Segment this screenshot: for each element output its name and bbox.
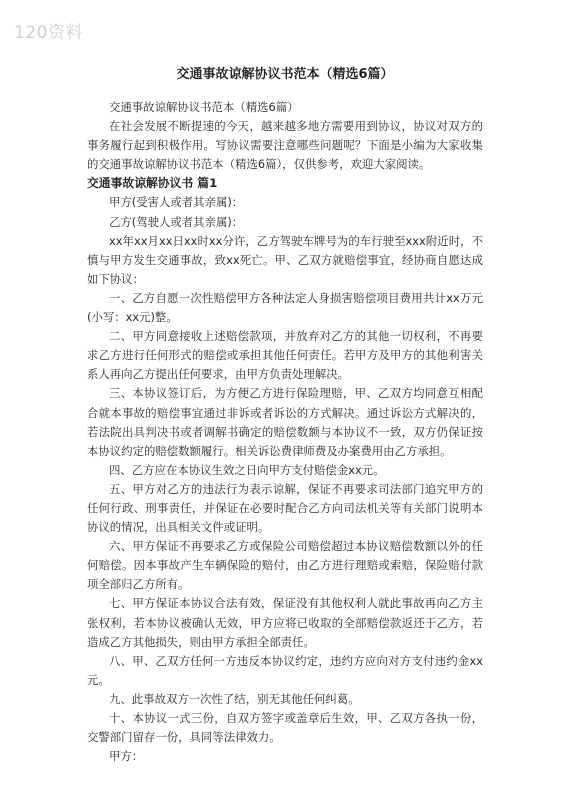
clause-5: 五、甲方对乙方的违法行为表示谅解，保证不再要求司法部门追究甲方的任何行政、刑事责任，并保证在必要时配合乙方向司法机关等有关部门说明本协议的情况，出具相关文件或证明。 — [87, 481, 483, 535]
section-heading: 交通事故谅解协议书 篇1 — [87, 176, 218, 191]
clause-2: 二、甲方同意接收上述赔偿款项，并放弃对乙方的其他一切权利，不再要求乙方进行任何形式的赔偿或承担其他任何责任。若甲方及甲方的其他利害关系人再向乙方提出任何要求，由甲方负责处理解决。 — [87, 329, 483, 382]
signature-party-a: 甲方： — [109, 749, 144, 764]
watermark: 120资料 — [14, 23, 83, 43]
document-title: 交通事故谅解协议书范本（精选6篇） — [176, 67, 394, 82]
clause-6: 六、甲方保证不再要求乙方或保险公司赔偿超过本协议赔偿数额以外的任何赔偿。因本事故产生车辆保险的赔付，由乙方进行理赔或索赔，保险赔付款项全部归乙方所有。 — [87, 539, 483, 592]
document-body — [87, 66, 483, 766]
clause-7: 七、甲方保证本协议合法有效，保证没有其他权利人就此事故再向乙方主张权利，若本协议被确认无效，甲方应将已收取的全部赔偿款返还于乙方，若造成乙方其他损失，则由甲方承担全部责任。 — [87, 596, 483, 649]
facts-paragraph: xx年xx月xx日xx时xx分许，乙方驾驶车牌号为的车行驶至xxx附近时，不慎与甲方发生交通事故，致xx死亡。甲、乙双方就赔偿事宜，经协商自愿达成如下协议： — [87, 233, 483, 286]
clause-4: 四、乙方应在本协议生效之日向甲方支付赔偿金xx元。 — [109, 462, 385, 477]
clause-8: 八、甲、乙双方任何一方违反本协议约定，违约方应向对方支付违约金xx元。 — [87, 653, 483, 687]
party-b-line: 乙方(驾驶人或者其亲属)： — [109, 214, 244, 229]
party-a-line: 甲方(受害人或者其亲属)： — [109, 195, 244, 210]
clause-9: 九、此事故双方一次性了结，别无其他任何纠葛。 — [109, 691, 360, 706]
intro-paragraph: 在社会发展不断提速的今天，越来越多地方需要用到协议，协议对双方的事务履行起到积极作用。写协议需要注意哪些问题呢？下面是小编为大家收集的交通事故谅解协议书范本（精选6篇），仅供参考，欢迎大家阅读。 — [87, 119, 483, 172]
clause-10: 十、本协议一式三份，自双方签字或盖章后生效，甲、乙双方各执一份，交警部门留存一份，具同等法律效力。 — [87, 711, 483, 745]
intro-title-line: 交通事故谅解协议书范本（精选6篇） — [109, 100, 299, 114]
clause-1: 一、乙方自愿一次性赔偿甲方各种法定人身损害赔偿项目费用共计xx万元(小写：xx元)整。 — [87, 290, 483, 325]
clause-3: 三、本协议签订后，为方便乙方进行保险理赔，甲、乙双方均同意互相配合就本事故的赔偿事宜通过非诉或者诉讼的方式解决。通过诉讼方式解决的，若法院出具判决书或者调解书确定的赔偿数额与本协议不一致，双方仍保证按本协议约定的赔偿数额履行。相关诉讼费律师费及办案费用由乙方承担。 — [87, 386, 483, 458]
